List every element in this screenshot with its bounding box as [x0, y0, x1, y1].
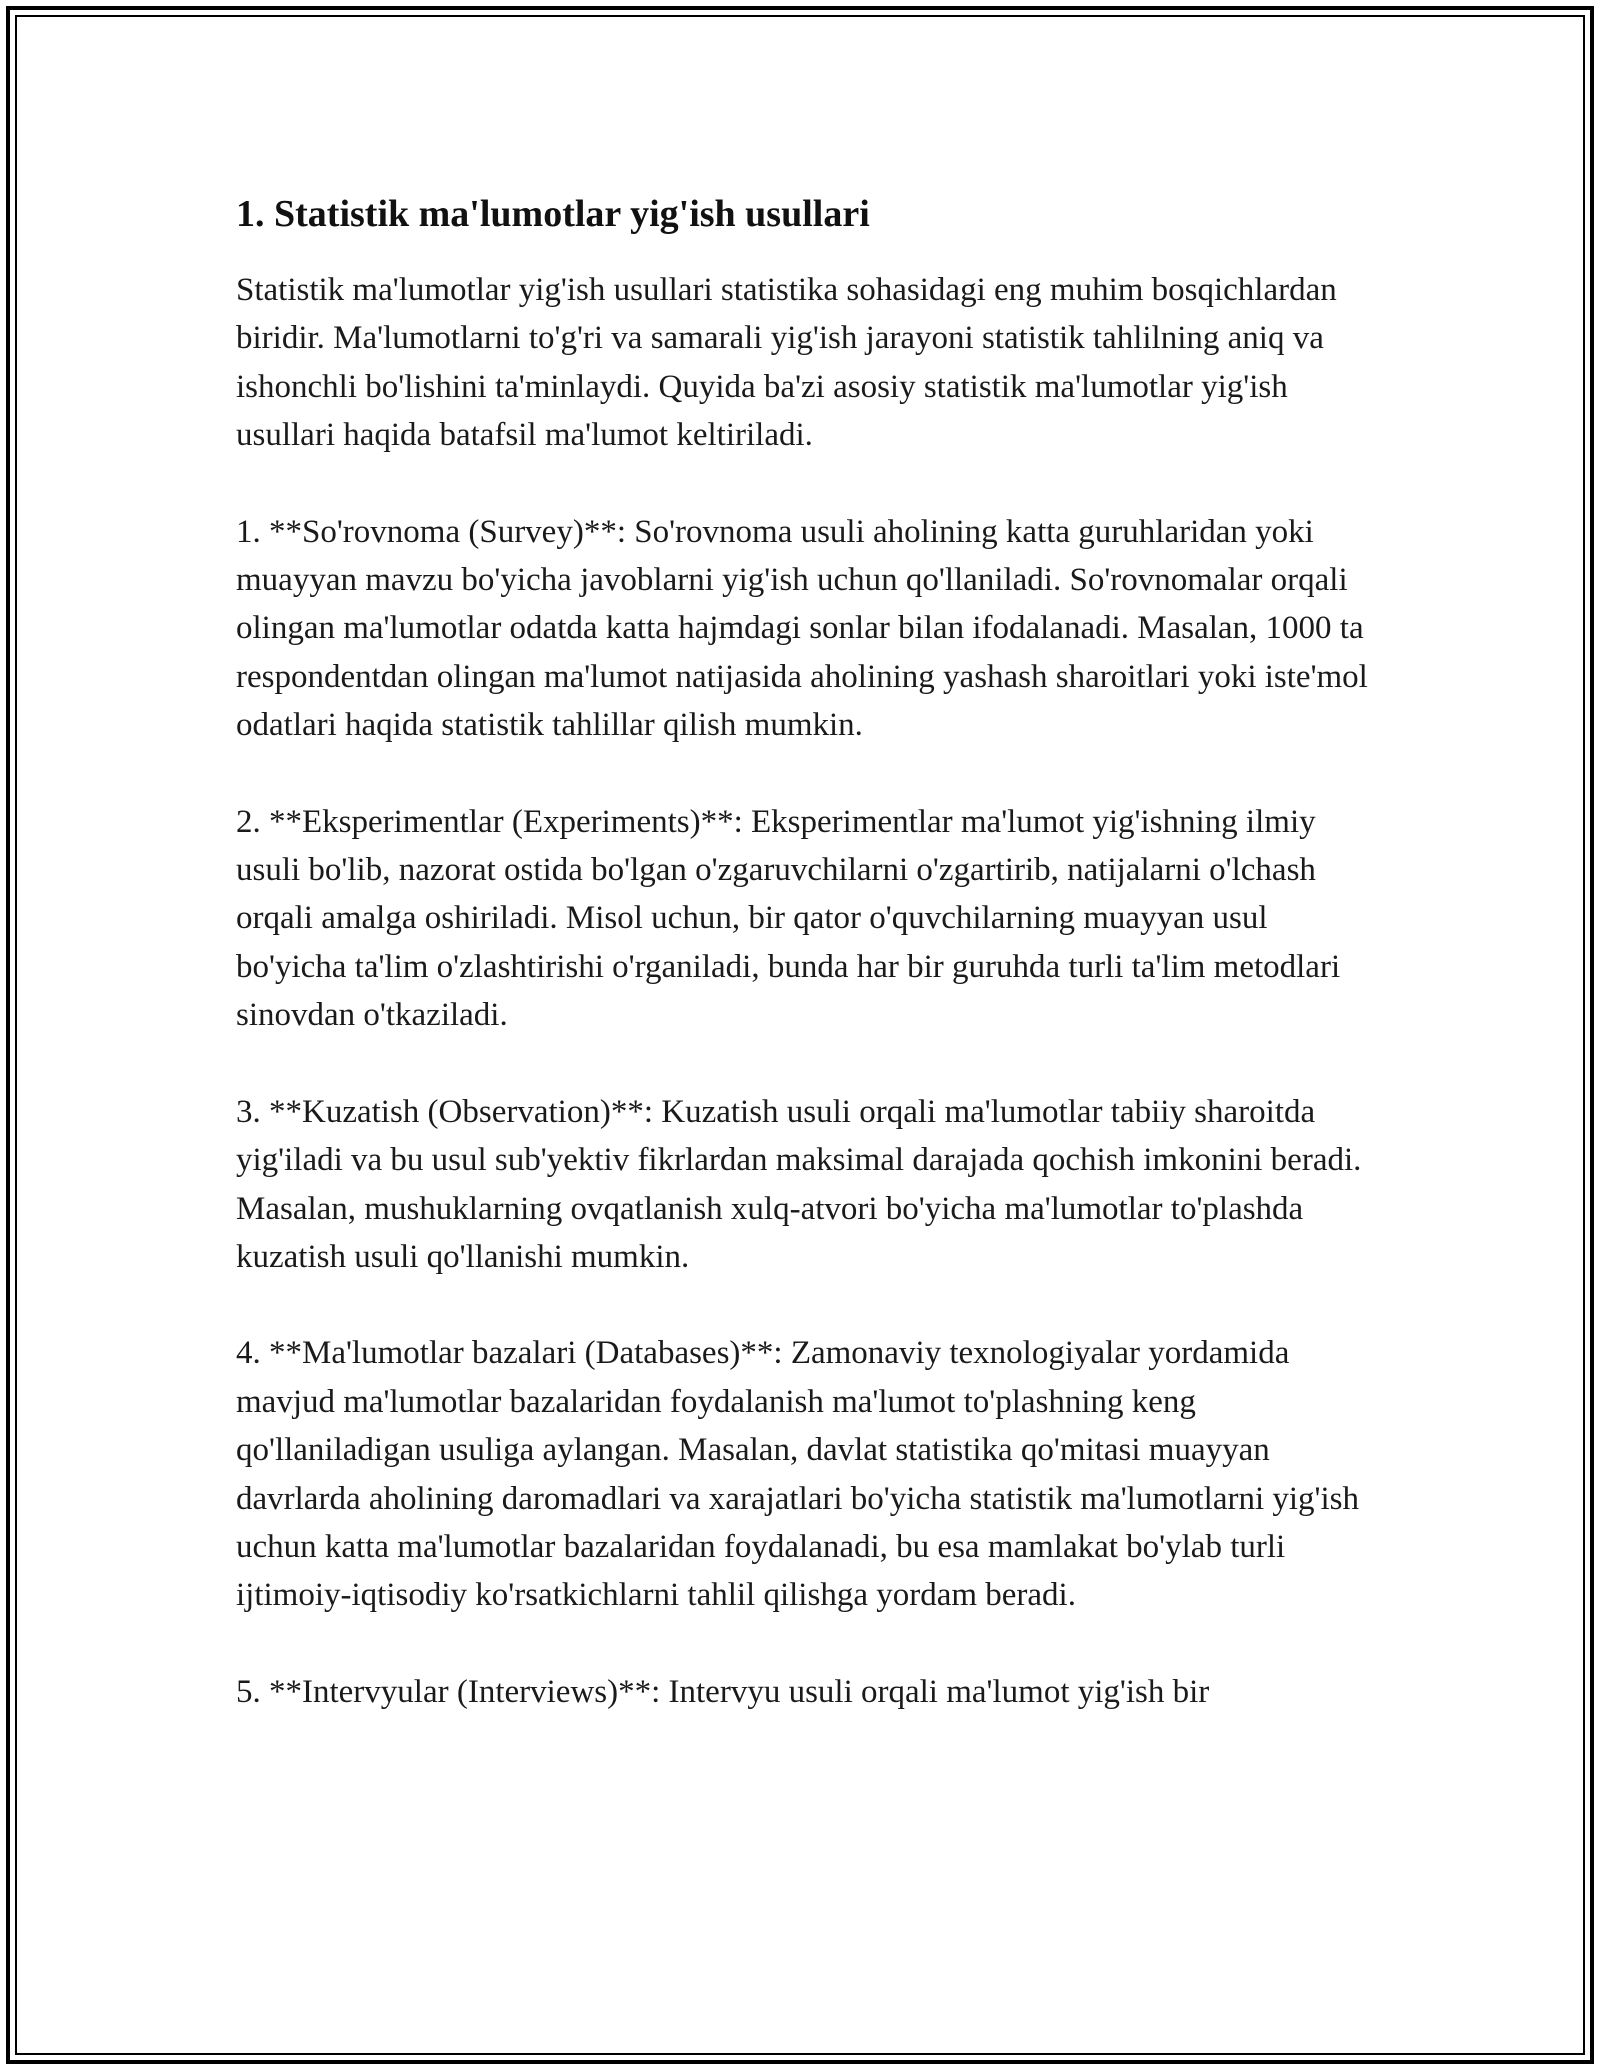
interviews-paragraph: 5. **Intervyular (Interviews)**: Intervyu usuli orqali ma'lumot yig'ish bir [236, 1673, 1210, 1710]
document-body [236, 186, 1376, 1716]
document-title: 1. Statistik ma'lumotlar yig'ish usullari [236, 193, 870, 235]
experiments-paragraph: 2. **Eksperimentlar (Experiments)**: Eksperimentlar ma'lumot yig'ishning ilmiy usuli bo'lib, nazorat ostida bo'lgan o'zgaruvchilarni o'zgartirib, natijalarni o'lchash orqali amalga oshiriladi. Misol uchun, bir qator o'quvchilarning muayyan usul bo'yicha ta'lim o'zlashtirishi o'rganiladi, bunda har bir guruhda turli ta'lim metodlari sinovdan o'tkaziladi. [236, 803, 1341, 1034]
intro-paragraph: Statistik ma'lumotlar yig'ish usullari statistika sohasidagi eng muhim bosqichlardan biridir. Ma'lumotlarni to'g'ri va samarali yig'ish jarayoni statistik tahlilning aniq va ishonchli bo'lishini ta'minlaydi. Quyida ba'zi asosiy statistik ma'lumotlar yig'ish usullari haqida batafsil ma'lumot keltiriladi. [236, 272, 1337, 454]
observation-paragraph: 3. **Kuzatish (Observation)**: Kuzatish usuli orqali ma'lumotlar tabiiy sharoitda yig'iladi va bu usul sub'yektiv fikrlardan maksimal darajada qochish imkonini beradi. Masalan, mushuklarning ovqatlanish xulq-atvori bo'yicha ma'lumotlar to'plashda kuzatish usuli qo'llanishi mumkin. [236, 1093, 1362, 1275]
databases-paragraph: 4. **Ma'lumotlar bazalari (Databases)**: Zamonaviy texnologiyalar yordamida mavjud ma'lumotlar bazalaridan foydalanish ma'lumot to'plashning keng qo'llaniladigan usuliga aylangan. Masalan, davlat statistika qo'mitasi muayyan davrlarda aholining daromadlari va xarajatlari bo'yicha statistik ma'lumotlarni yig'ish uchun katta ma'lumotlar bazalaridan foydalanadi, bu esa mamlakat bo'ylab turli ijtimoiy-iqtisodiy ko'rsatkichlarni tahlil qilishga yordam beradi. [236, 1335, 1359, 1614]
survey-paragraph: 1. **So'rovnoma (Survey)**: So'rovnoma usuli aholining katta guruhlaridan yoki muayyan mavzu bo'yicha javoblarni yig'ish uchun qo'llaniladi. So'rovnomalar orqali olingan ma'lumotlar odatda katta hajmdagi sonlar bilan ifodalanadi. Masalan, 1000 ta respondentdan olingan ma'lumot natijasida aholining yashash sharoitlari yoki iste'mol odatlari haqida statistik tahlillar qilish mumkin. [236, 513, 1368, 744]
